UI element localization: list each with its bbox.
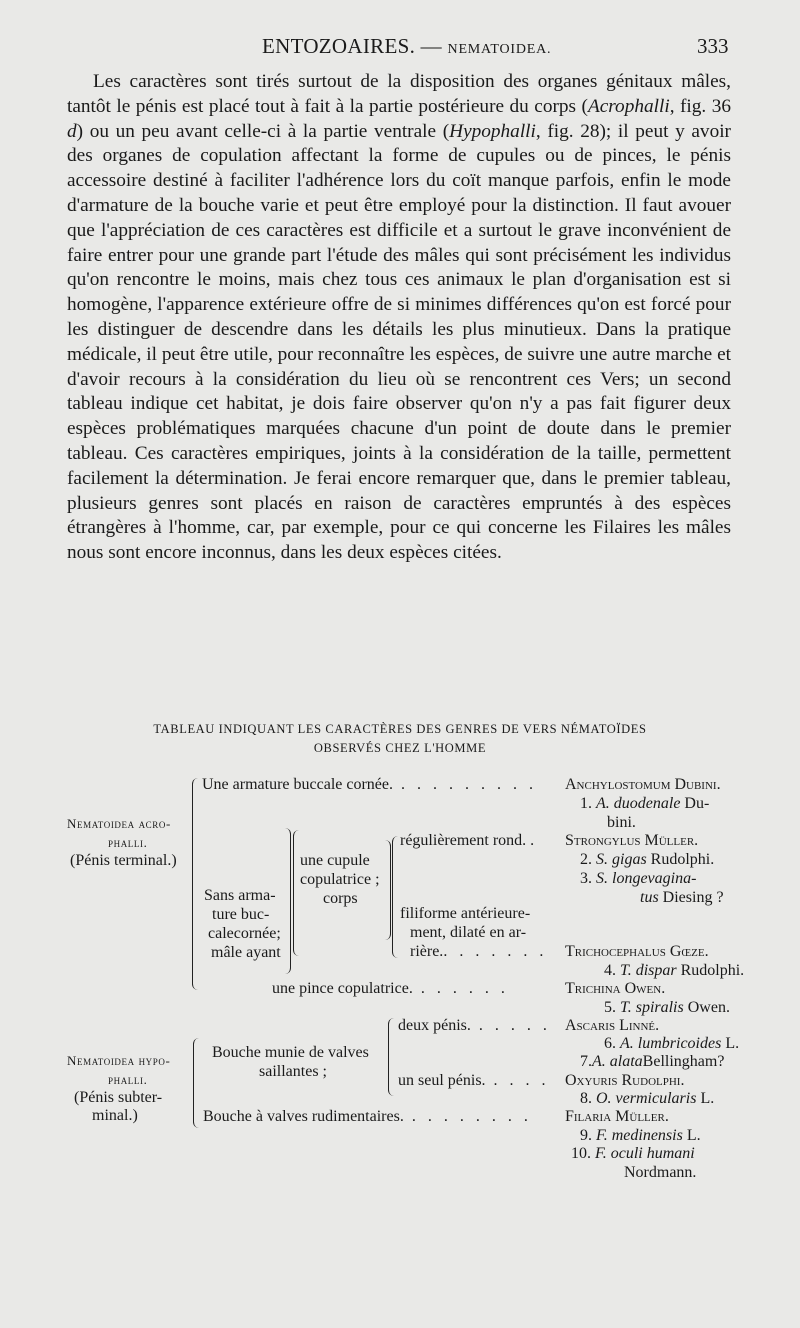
penis-brace xyxy=(388,1018,395,1096)
subtitle-text: NEMATOIDEA. xyxy=(447,42,552,57)
running-title xyxy=(262,34,551,59)
term-acrophalli: Acrophalli xyxy=(587,95,670,117)
char-sans-d: mâle ayant xyxy=(211,944,281,961)
char-sans-b: ture buc- xyxy=(212,906,270,923)
term-hypophalli: Hypophalli xyxy=(449,120,536,142)
para-part-1: Les caractères sont tirés surtout de la disposition des organes génitaux mâles, tantôt le pénis est placé tout à fait à la partie postérieure du corps ( xyxy=(67,71,731,117)
table-title-line-2: OBSERVÉS CHEZ L'HOMME xyxy=(313,741,487,755)
group2-note-b: minal.) xyxy=(92,1107,138,1124)
group1-name-b: phalli. xyxy=(108,835,148,850)
sans-armature-brace xyxy=(284,828,291,974)
cupule-brace-right xyxy=(384,840,391,940)
table-title xyxy=(70,720,730,758)
char-bouche-valves-a: Bouche munie de valves xyxy=(212,1044,369,1061)
fig-letter: d xyxy=(67,120,77,142)
page-number: 333 xyxy=(697,34,729,58)
char-armature: Une armature buccale cornée. . . . . . . . . . xyxy=(202,776,537,793)
char-sans-a: Sans arma- xyxy=(204,887,276,904)
group1-name-a: Nematoidea acro- xyxy=(67,816,171,831)
species-9: 9. F. medinensis L. xyxy=(580,1127,701,1144)
genus-anchylostomum: Anchylostomum Dubini. xyxy=(565,776,721,793)
species-8: 8. O. vermicularis L. xyxy=(580,1090,715,1107)
char-filiforme-b: ment, dilaté en ar- xyxy=(410,924,527,941)
char-armature-text: Une armature buccale cornée. xyxy=(202,776,393,793)
species-1-cont: bini. xyxy=(607,814,636,831)
title-text: ENTOZOAIRES. — xyxy=(262,34,448,58)
genus-oxyuris: Oxyuris Rudolphi. xyxy=(565,1072,685,1089)
species-3: 3. S. longevagina- xyxy=(580,870,697,887)
cupule-brace-left xyxy=(293,830,300,956)
group1-brace xyxy=(192,778,199,990)
char-filiforme-c: rière.. . . . . . . xyxy=(410,943,548,960)
char-deux-penis-text: deux pénis. xyxy=(398,1017,471,1034)
species-10: 10. F. oculi humani xyxy=(571,1145,695,1162)
char-un-penis-text: un seul pénis. xyxy=(398,1072,486,1089)
running-header xyxy=(0,34,800,62)
genus-strongylus: Strongylus Müller. xyxy=(565,832,699,849)
char-un-penis: un seul pénis. . . . . xyxy=(398,1072,550,1089)
para-part-3: ) ou un peu avant celle-ci à la partie ventrale ( xyxy=(76,120,450,142)
species-2: 2. S. gigas Rudolphi. xyxy=(580,851,715,868)
char-rudimentaires: Bouche à valves rudimentaires. . . . . . . . . xyxy=(203,1108,532,1125)
group2-name-b: phalli. xyxy=(108,1072,148,1087)
char-sans-c: calecornée; xyxy=(208,925,281,942)
char-cupule-a: une cupule xyxy=(300,852,370,869)
species-6: 6. A. lumbricoides L. xyxy=(604,1035,740,1052)
species-3-cont: tus Diesing ? xyxy=(640,889,724,906)
char-filiforme-c-text: rière. xyxy=(410,943,444,960)
para-part-4: , fig. 28); il peut y avoir des organes de copulation affectant la forme de cupules ou de pinces, le pénis accessoire destiné à faciliter l'adhérence lors du coït manque parfois, enfin le mode d'armature de la bouche varie et peut être employé pour la distinction. Il faut avouer que l'appréciation de ces caractères est difficile et a surtout le grave inconvénient de faire entrer pour une grande part l'étude des mâles qui sont précisément les individus qu'on rencontre le moins, mais chez tous ces animaux le plan d'organisation est si homogène, l'apparence extérieure offre de si minimes différences qu'on est forcé pour les distinguer de descendre dans les détails les plus minutieux. Dans la pratique médicale, il peut être utile, pour reconnaître les espèces, de suivre une autre marche et d'avoir recours à la considération du lieu où se rencontrent ces Vers; un second tableau indique cet habitat, je dois faire observer qu'on n'y a pas fait figurer deux espèces problématiques marquées chacune d'un point de doute dans le premier tableau. Ces caractères empiriques, joints à la considération de la taille, permettent facilement la détermination. Je ferai encore remarquer que, dans le premier tableau, plusieurs genres sont placés en raison de caractères empruntés à des espèces étrangères à l'homme, car, par exemple, pour ce qui concerne les Filaires les mâles nous sont encore inconnus, dans les deux espèces citées. xyxy=(67,120,731,564)
genus-ascaris: Ascaris Linné. xyxy=(565,1017,660,1034)
char-rond: régulièrement rond. . xyxy=(400,832,535,849)
genus-trichocephalus: Trichocephalus Gœze. xyxy=(565,943,709,960)
group2-note-a: (Pénis subter- xyxy=(74,1089,163,1106)
species-1: 1. A. duodenale Du- xyxy=(580,795,710,812)
para-part-2: , fig. 36 xyxy=(669,95,731,117)
species-4: 4. T. dispar Rudolphi. xyxy=(604,962,745,979)
group2-brace xyxy=(193,1038,200,1128)
char-deux-penis: deux pénis. . . . . . xyxy=(398,1017,551,1034)
group1-note: (Pénis terminal.) xyxy=(70,852,177,869)
species-10-cont: Nordmann. xyxy=(624,1164,697,1181)
genus-trichina: Trichina Owen. xyxy=(565,980,666,997)
species-5: 5. T. spiralis Owen. xyxy=(604,999,730,1016)
char-cupule-b: copulatrice ; xyxy=(300,871,380,888)
char-cupule-c: corps xyxy=(323,890,358,907)
main-paragraph xyxy=(67,70,731,566)
genus-filaria: Filaria Müller. xyxy=(565,1108,669,1125)
char-filiforme-a: filiforme antérieure- xyxy=(400,905,531,922)
species-7: 7.A. alataBellingham? xyxy=(580,1053,725,1070)
char-pince: une pince copulatrice. . . . . . . xyxy=(272,980,509,997)
table-title-line-1: TABLEAU INDIQUANT LES CARACTÈRES DES GENRES DE VERS NÉMATOÏDES xyxy=(153,722,647,736)
corps-brace xyxy=(392,836,399,958)
group2-name-a: Nematoidea hypo- xyxy=(67,1053,171,1068)
char-pince-text: une pince copulatrice. xyxy=(272,980,413,997)
char-bouche-valves-b: saillantes ; xyxy=(259,1063,327,1080)
char-rudimentaires-text: Bouche à valves rudimentaires. xyxy=(203,1108,404,1125)
